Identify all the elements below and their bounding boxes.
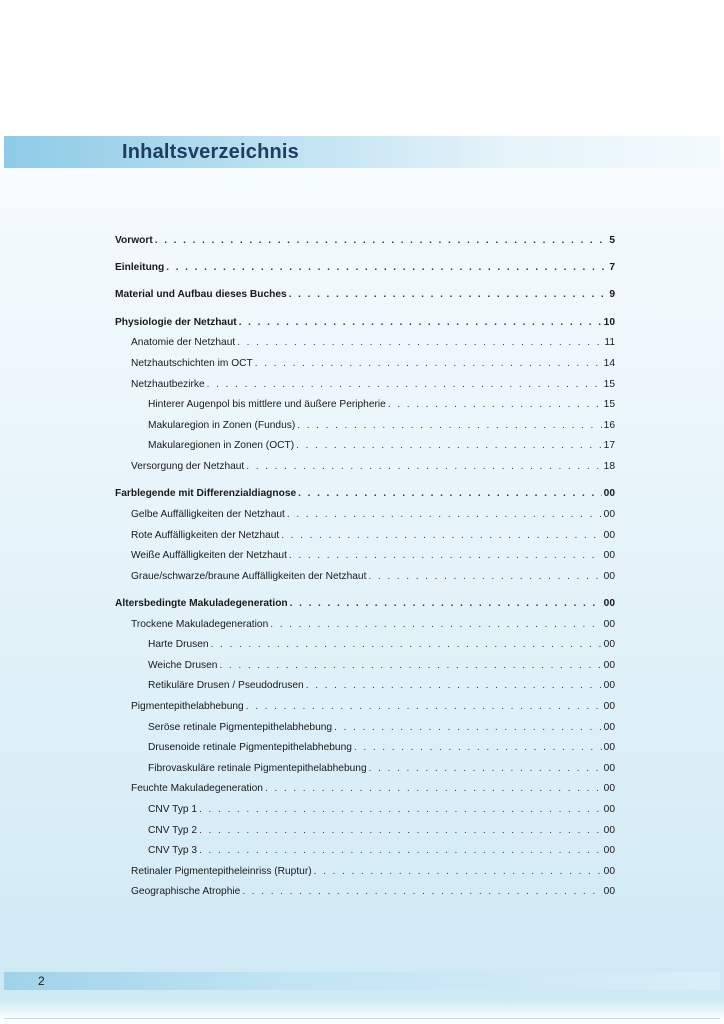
toc-dot-leader <box>388 398 602 411</box>
toc-dot-leader <box>242 885 601 898</box>
toc-dot-leader <box>199 803 602 816</box>
toc-entry[interactable] <box>115 480 615 501</box>
toc-dot-leader <box>354 741 602 754</box>
toc-entry-page: 15 <box>603 399 615 411</box>
divider <box>4 1018 720 1019</box>
section-gap <box>115 247 615 254</box>
toc-entry-label: Rote Auffälligkeiten der Netzhaut <box>131 529 280 541</box>
toc-dot-leader <box>306 679 602 692</box>
toc-entry-label: Material und Aufbau dieses Buches <box>115 289 287 301</box>
toc-entry-label: Fibrovaskuläre retinale Pigmentepithelabhebung <box>148 762 367 774</box>
toc-entry-page: 9 <box>609 289 615 301</box>
toc-dot-leader <box>207 378 602 391</box>
toc-entry[interactable] <box>115 631 615 652</box>
toc-entry-page: 00 <box>603 865 615 877</box>
toc-entry-label: Graue/schwarze/braune Auffälligkeiten der Netzhaut <box>131 570 367 582</box>
toc-entry-page: 15 <box>603 378 615 390</box>
toc-entry-label: Harte Drusen <box>148 639 209 651</box>
toc-dot-leader <box>297 419 601 432</box>
toc-entry-page: 00 <box>603 529 615 541</box>
toc-entry-label: Weiche Drusen <box>148 659 218 671</box>
toc-entry-label: CNV Typ 2 <box>148 824 198 836</box>
toc-entry[interactable] <box>115 672 615 693</box>
toc-entry-label: Retikuläre Drusen / Pseudodrusen <box>148 680 304 692</box>
toc-entry-page: 00 <box>603 639 615 651</box>
toc-entry-label: Makularegion in Zonen (Fundus) <box>148 419 296 431</box>
toc-dot-leader <box>246 460 601 473</box>
page-number: 2 <box>38 974 45 988</box>
toc-entry[interactable] <box>115 754 615 775</box>
title-band <box>4 136 720 168</box>
toc-entry[interactable] <box>115 692 615 713</box>
toc-dot-leader <box>368 570 601 583</box>
toc-dot-leader <box>296 439 602 452</box>
toc-entry[interactable] <box>115 370 615 391</box>
toc-dot-leader <box>239 316 602 329</box>
toc-dot-leader <box>281 529 601 542</box>
toc-entry-page: 14 <box>603 357 615 369</box>
toc-entry[interactable] <box>115 452 615 473</box>
toc-entry-label: Pigmentepithelabhebung <box>131 701 244 713</box>
toc-entry-page: 00 <box>603 804 615 816</box>
toc-dot-leader <box>166 261 607 274</box>
toc-entry-page: 00 <box>603 488 615 500</box>
section-gap <box>115 274 615 281</box>
toc-dot-leader <box>289 549 602 562</box>
toc-entry[interactable] <box>115 795 615 816</box>
toc-entry-label: Hinterer Augenpol bis mittlere und äußere Peripherie <box>148 399 386 411</box>
toc-entry[interactable] <box>115 329 615 350</box>
toc-entry[interactable] <box>115 651 615 672</box>
toc-entry-page: 00 <box>603 618 615 630</box>
toc-entry-label: Geographische Atrophie <box>131 886 241 898</box>
toc-dot-leader <box>199 844 602 857</box>
toc-entry[interactable] <box>115 253 615 274</box>
toc-entry-page: 17 <box>603 440 615 452</box>
toc-entry[interactable] <box>115 432 615 453</box>
toc-entry[interactable] <box>115 610 615 631</box>
toc-entry-label: Retinaler Pigmentepitheleinriss (Ruptur) <box>131 865 312 877</box>
toc-entry-label: Feuchte Makuladegeneration <box>131 783 263 795</box>
toc-dot-leader <box>155 234 608 247</box>
toc-entry-page: 00 <box>603 659 615 671</box>
toc-dot-leader <box>265 782 602 795</box>
toc-entry[interactable] <box>115 500 615 521</box>
toc-entry-page: 00 <box>603 508 615 520</box>
toc-dot-leader <box>334 721 602 734</box>
toc-entry[interactable] <box>115 308 615 329</box>
toc-dot-leader <box>199 824 602 837</box>
toc-entry[interactable] <box>115 542 615 563</box>
toc-dot-leader <box>289 288 608 301</box>
toc-dot-leader <box>270 618 601 631</box>
toc-dot-leader <box>290 597 602 610</box>
toc-entry[interactable] <box>115 816 615 837</box>
toc-entry-label: Gelbe Auffälligkeiten der Netzhaut <box>131 508 285 520</box>
toc-dot-leader <box>219 659 601 672</box>
toc-entry-label: Versorgung der Netzhaut <box>131 460 245 472</box>
toc-entry-page: 00 <box>603 570 615 582</box>
toc-entry-page: 5 <box>609 234 615 246</box>
toc-entry[interactable] <box>115 411 615 432</box>
toc-entry-page: 00 <box>603 886 615 898</box>
toc-entry-label: Weiße Auffälligkeiten der Netzhaut <box>131 550 287 562</box>
toc-entry-label: CNV Typ 1 <box>148 804 198 816</box>
toc-entry-page: 00 <box>603 598 615 610</box>
toc-entry-label: Makularegionen in Zonen (OCT) <box>148 440 295 452</box>
toc-entry-label: Netzhautbezirke <box>131 378 205 390</box>
section-gap <box>115 583 615 590</box>
toc-dot-leader <box>246 700 602 713</box>
toc-entry[interactable] <box>115 878 615 899</box>
toc-entry[interactable] <box>115 562 615 583</box>
page-title: Inhaltsverzeichnis <box>122 141 299 163</box>
toc-entry[interactable] <box>115 775 615 796</box>
toc-entry[interactable] <box>115 349 615 370</box>
toc-entry[interactable] <box>115 521 615 542</box>
section-gap <box>115 301 615 308</box>
toc-entry-label: Seröse retinale Pigmentepithelabhebung <box>148 721 333 733</box>
toc-dot-leader <box>369 762 602 775</box>
toc-entry-page: 00 <box>603 701 615 713</box>
toc-entry-label: Physiologie der Netzhaut <box>115 316 237 328</box>
toc-dot-leader <box>314 865 602 878</box>
toc-entry-label: Anatomie der Netzhaut <box>131 337 236 349</box>
toc-entry[interactable] <box>115 391 615 412</box>
toc-entry[interactable] <box>115 713 615 734</box>
toc-entry-page: 11 <box>604 337 615 349</box>
toc-entry[interactable] <box>115 837 615 858</box>
toc-entry[interactable] <box>115 226 615 247</box>
toc-entry-page: 00 <box>603 721 615 733</box>
toc-entry-page: 00 <box>603 550 615 562</box>
toc-entry-page: 00 <box>603 845 615 857</box>
toc-entry[interactable] <box>115 281 615 302</box>
toc-dot-leader <box>237 336 602 349</box>
toc-entry-page: 10 <box>603 316 615 328</box>
toc-entry-page: 00 <box>603 742 615 754</box>
toc-entry-label: Altersbedingte Makuladegeneration <box>115 598 288 610</box>
toc-dot-leader <box>298 487 602 500</box>
toc-dot-leader <box>211 638 602 651</box>
table-of-contents <box>115 226 615 898</box>
toc-entry-page: 18 <box>603 460 615 472</box>
toc-entry-label: Drusenoide retinale Pigmentepithelabhebung <box>148 742 352 754</box>
toc-entry-label: CNV Typ 3 <box>148 845 198 857</box>
section-gap <box>115 473 615 480</box>
toc-entry-label: Vorwort <box>115 234 153 246</box>
toc-entry-page: 00 <box>603 762 615 774</box>
toc-entry[interactable] <box>115 589 615 610</box>
toc-entry-label: Farblegende mit Differenzialdiagnose <box>115 488 297 500</box>
toc-entry-page: 00 <box>603 783 615 795</box>
toc-entry[interactable] <box>115 734 615 755</box>
toc-entry-page: 00 <box>603 824 615 836</box>
toc-entry-page: 00 <box>603 680 615 692</box>
toc-dot-leader <box>255 357 602 370</box>
footer-band <box>4 972 720 990</box>
toc-entry-label: Netzhautschichten im OCT <box>131 357 253 369</box>
toc-entry-page: 16 <box>603 419 615 431</box>
toc-entry-label: Einleitung <box>115 261 165 273</box>
toc-entry-label: Trockene Makuladegeneration <box>131 618 269 630</box>
toc-entry[interactable] <box>115 857 615 878</box>
toc-entry-page: 7 <box>609 261 615 273</box>
toc-dot-leader <box>287 508 602 521</box>
